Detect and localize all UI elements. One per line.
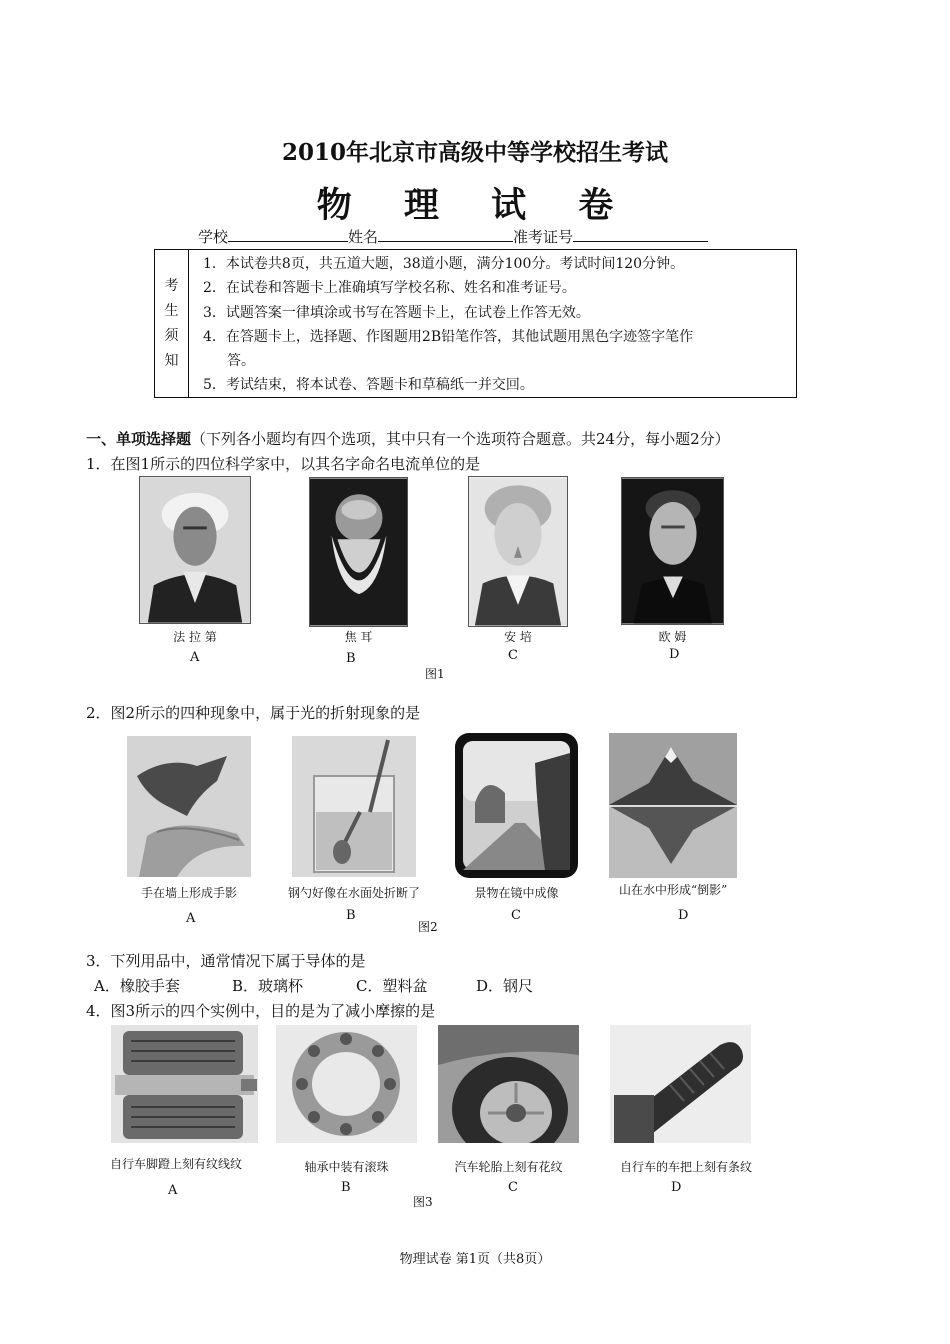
faraday-portrait-image: [139, 476, 251, 624]
option-letter-d: D: [669, 647, 680, 662]
option-b[interactable]: B．玻璃杯: [232, 977, 304, 995]
bicycle-pedal-image: [111, 1025, 258, 1143]
option-letter-d: D: [678, 908, 689, 923]
figure2-caption-a: 手在墙上形成手影: [140, 886, 237, 900]
candidate-notice-box: [154, 249, 797, 398]
option-letter-b: B: [346, 908, 356, 923]
page-footer: 物理试卷 第1页（共8页）: [399, 1252, 551, 1267]
figure3-caption-c: 汽车轮胎上刻有花纹: [454, 1160, 563, 1174]
option-letter-a: A: [186, 911, 196, 926]
option-c[interactable]: C．塑料盆: [356, 977, 428, 995]
figure2-caption-d: 山在水中形成“倒影”: [619, 883, 728, 897]
option-letter-c: C: [508, 648, 518, 663]
student-info-line: [198, 226, 708, 247]
notice-item: 4．在答题卡上，选择题、作图题用2B铅笔作答，其他试题用黑色字迹签字笔作: [203, 328, 694, 345]
notice-item: 1．本试卷共8页，共五道大题，38道小题，满分100分。考试时间120分钟。: [203, 256, 685, 272]
option-letter-a: A: [168, 1183, 178, 1198]
option-letter-a: A: [190, 650, 200, 665]
section-heading: 一、单项选择题（下列各小题均有四个选项，其中只有一个选项符合题意。共24分，每小题2分）: [86, 430, 730, 448]
notice-heading: 考 生 须 知: [155, 250, 189, 397]
ohm-portrait-image: [621, 477, 724, 625]
exam-title: 2010年北京市高级中等学校招生考试: [281, 139, 668, 166]
spoon-in-water-image: [292, 736, 416, 877]
figure-2-label: 图2: [418, 920, 438, 934]
figure-3-label: 图3: [413, 1195, 433, 1209]
joule-portrait-image: [309, 477, 408, 627]
mountain-reflection-image: [609, 733, 737, 878]
figure1-caption-d: 欧 姆: [658, 630, 687, 644]
question-1-stem: 1．在图1所示的四位科学家中，以其名字命名电流单位的是: [86, 455, 481, 473]
exam-id-label: 准考证号: [513, 228, 574, 246]
option-letter-d: D: [671, 1180, 682, 1195]
figure3-caption-d: 自行车的车把上刻有条纹: [619, 1160, 752, 1174]
handlebar-grip-image: [610, 1025, 751, 1143]
figure3-caption-a: 自行车脚蹬上刻有纹线纹: [110, 1157, 243, 1171]
question-3-options: [94, 975, 533, 996]
notice-item: 3．试题答案一律填涂或书写在答题卡上，在试卷上作答无效。: [203, 304, 590, 321]
figure2-caption-b: 钢勺好像在水面处折断了: [287, 886, 420, 900]
option-letter-c: C: [511, 908, 521, 923]
figure1-caption-a: 法 拉 第: [173, 630, 217, 644]
school-label: 学校: [198, 228, 229, 246]
notice-item: 2．在试卷和答题卡上准确填写学校名称、姓名和准考证号。: [203, 280, 576, 297]
option-d[interactable]: D．钢尺: [476, 977, 534, 995]
ampere-portrait-image: [468, 476, 568, 627]
rearview-mirror-image: [455, 733, 578, 878]
exam-subtitle: 物 理 试 卷: [316, 185, 634, 226]
figure-1-label: 图1: [425, 667, 445, 681]
figure2-caption-c: 景物在镜中成像: [474, 886, 559, 900]
option-letter-c: C: [508, 1180, 518, 1195]
car-tire-image: [438, 1025, 579, 1143]
option-letter-b: B: [341, 1180, 351, 1195]
name-field[interactable]: [378, 227, 513, 242]
school-field[interactable]: [228, 227, 348, 242]
option-a[interactable]: A．橡胶手套: [94, 977, 180, 995]
exam-id-field[interactable]: [573, 227, 708, 242]
question-3-stem: 3．下列用品中，通常情况下属于导体的是: [86, 952, 366, 970]
notice-item-continued: 答。: [227, 353, 255, 370]
figure1-caption-c: 安 培: [504, 630, 532, 644]
question-4-stem: 4．图3所示的四个实例中，目的是为了减小摩擦的是: [86, 1002, 436, 1020]
question-2-stem: 2．图2所示的四种现象中，属于光的折射现象的是: [86, 704, 421, 722]
option-letter-b: B: [346, 651, 356, 666]
hand-shadow-image: [127, 736, 251, 877]
notice-list: [203, 252, 786, 398]
figure1-caption-b: 焦 耳: [344, 630, 373, 644]
ball-bearing-image: [276, 1025, 417, 1143]
figure3-caption-b: 轴承中装有滚珠: [304, 1160, 389, 1174]
notice-item: 5．考试结束，将本试卷、答题卡和草稿纸一并交回。: [203, 377, 534, 394]
name-label: 姓名: [348, 228, 379, 246]
